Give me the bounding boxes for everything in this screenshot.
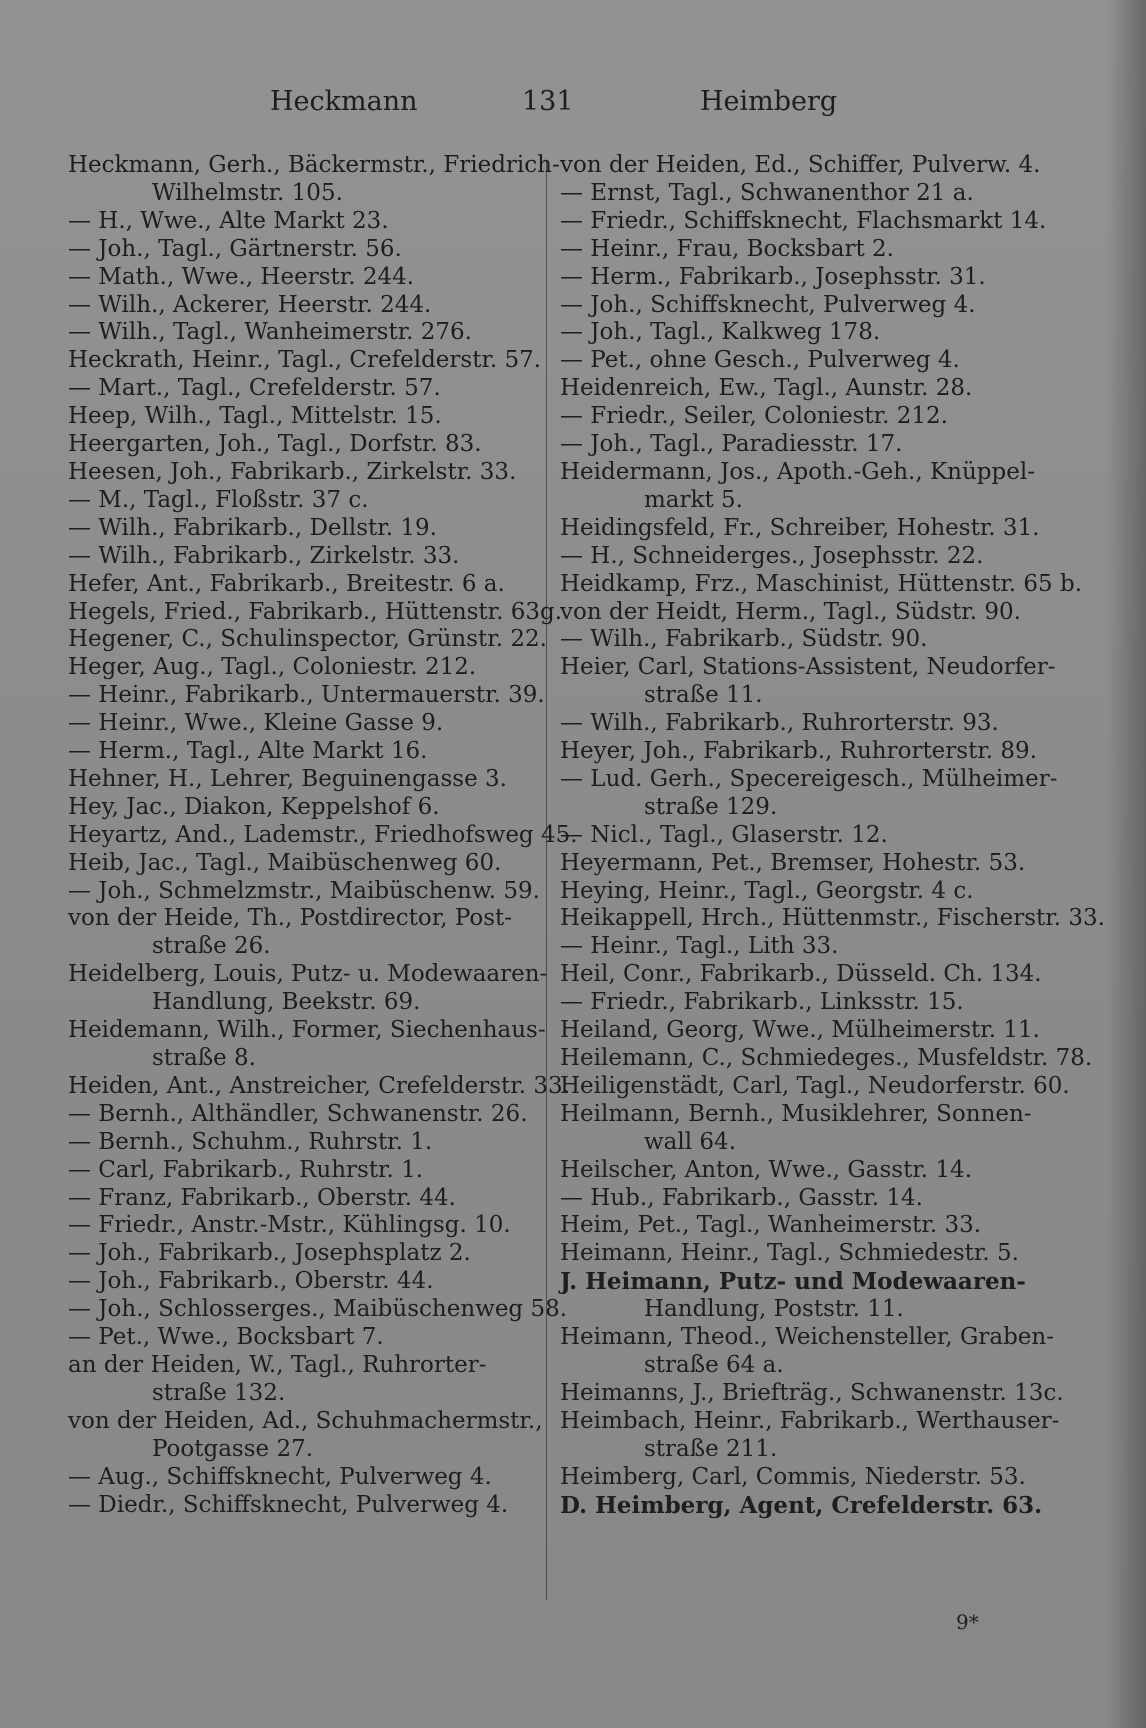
directory-entry: Heier, Carl, Stations-Assistent, Neudorfer- bbox=[560, 654, 1056, 681]
directory-entry: Heimann, Heinr., Tagl., Schmiedestr. 5. bbox=[560, 1240, 1019, 1267]
directory-entry: — Joh., Fabrikarb., Josephsplatz 2. bbox=[68, 1240, 471, 1267]
signature-mark: 9* bbox=[956, 1610, 979, 1634]
directory-entry: — Heinr., Frau, Bocksbart 2. bbox=[560, 235, 894, 262]
directory-entry: — Aug., Schiffsknecht, Pulverweg 4. bbox=[68, 1463, 492, 1490]
left-column bbox=[68, 152, 578, 1519]
directory-entry: Heckrath, Heinr., Tagl., Crefelderstr. 57. bbox=[68, 347, 542, 374]
directory-entry: Wilhelmstr. 105. bbox=[152, 179, 343, 206]
directory-entry: von der Heidt, Herm., Tagl., Südstr. 90. bbox=[560, 598, 1021, 625]
directory-entry: — Heinr., Wwe., Kleine Gasse 9. bbox=[68, 710, 444, 737]
directory-entry: von der Heiden, Ad., Schuhmachermstr., bbox=[68, 1407, 543, 1434]
directory-entry: Heger, Aug., Tagl., Coloniestr. 212. bbox=[68, 654, 477, 681]
directory-entry: Handlung, Poststr. 11. bbox=[644, 1296, 904, 1323]
directory-entry: J. Heimann, Putz- und Modewaaren- bbox=[560, 1268, 1026, 1296]
directory-entry: Heilscher, Anton, Wwe., Gasstr. 14. bbox=[560, 1156, 973, 1183]
directory-entry: — Friedr., Seiler, Coloniestr. 212. bbox=[560, 403, 948, 430]
directory-entry: — Heinr., Tagl., Lith 33. bbox=[560, 933, 839, 960]
directory-entry: Hegels, Fried., Fabrikarb., Hüttenstr. 63g. bbox=[68, 598, 563, 625]
directory-entry: — Mart., Tagl., Crefelderstr. 57. bbox=[68, 375, 441, 402]
directory-entry: straße 211. bbox=[644, 1435, 778, 1462]
directory-entry: Heiden, Ant., Anstreicher, Crefelderstr. 33. bbox=[68, 1072, 570, 1099]
directory-entry: Heib, Jac., Tagl., Maibüschenweg 60. bbox=[68, 849, 502, 876]
directory-entry: — Carl, Fabrikarb., Ruhrstr. 1. bbox=[68, 1156, 424, 1183]
directory-entry: — Joh., Tagl., Kalkweg 178. bbox=[560, 319, 881, 346]
directory-entry: Handlung, Beekstr. 69. bbox=[152, 989, 421, 1016]
directory-entry: — Joh., Fabrikarb., Oberstr. 44. bbox=[68, 1268, 434, 1295]
directory-entry: Pootgasse 27. bbox=[152, 1435, 314, 1462]
header-left-keyword: Heckmann bbox=[270, 86, 418, 117]
directory-entry: — Wilh., Fabrikarb., Ruhrorterstr. 93. bbox=[560, 710, 999, 737]
directory-entry: — Franz, Fabrikarb., Oberstr. 44. bbox=[68, 1184, 456, 1211]
directory-entry: Heidenreich, Ew., Tagl., Aunstr. 28. bbox=[560, 375, 973, 402]
directory-entry: Heiland, Georg, Wwe., Mülheimerstr. 11. bbox=[560, 1017, 1040, 1044]
directory-entry: — H., Wwe., Alte Markt 23. bbox=[68, 207, 389, 234]
right-column bbox=[560, 152, 1105, 1519]
directory-entry: — Bernh., Schuhm., Ruhrstr. 1. bbox=[68, 1128, 433, 1155]
directory-entry: — Wilh., Ackerer, Heerstr. 244. bbox=[68, 291, 432, 318]
header-right-keyword: Heimberg bbox=[700, 86, 838, 117]
directory-entry: — Hub., Fabrikarb., Gasstr. 14. bbox=[560, 1184, 923, 1211]
directory-entry: — Joh., Tagl., Paradiesstr. 17. bbox=[560, 431, 903, 458]
directory-entry: — H., Schneiderges., Josephsstr. 22. bbox=[560, 542, 984, 569]
page-edge-shadow bbox=[1106, 0, 1146, 1728]
directory-entry: — Friedr., Schiffsknecht, Flachsmarkt 14. bbox=[560, 207, 1047, 234]
directory-entry: — Wilh., Fabrikarb., Dellstr. 19. bbox=[68, 514, 437, 541]
page-header bbox=[270, 86, 838, 130]
directory-entry: straße 129. bbox=[644, 793, 778, 820]
directory-entry: an der Heiden, W., Tagl., Ruhrorter- bbox=[68, 1351, 487, 1378]
directory-entry: Heiligenstädt, Carl, Tagl., Neudorferstr. 60. bbox=[560, 1072, 1070, 1099]
directory-entry: Heidingsfeld, Fr., Schreiber, Hohestr. 31. bbox=[560, 514, 1040, 541]
directory-entry: — Math., Wwe., Heerstr. 244. bbox=[68, 263, 415, 290]
directory-entry: — Heinr., Fabrikarb., Untermauerstr. 39. bbox=[68, 682, 545, 709]
directory-entry: Heilemann, C., Schmiedeges., Musfeldstr. 78. bbox=[560, 1045, 1093, 1071]
directory-entry: markt 5. bbox=[644, 486, 743, 513]
directory-entry: — Herm., Fabrikarb., Josephsstr. 31. bbox=[560, 263, 986, 290]
directory-entry: Heyer, Joh., Fabrikarb., Ruhrorterstr. 89. bbox=[560, 738, 1038, 765]
directory-entry: — Friedr., Anstr.-Mstr., Kühlingsg. 10. bbox=[68, 1212, 511, 1239]
directory-entry: — Wilh., Fabrikarb., Zirkelstr. 33. bbox=[68, 542, 460, 569]
directory-entry: D. Heimberg, Agent, Crefelderstr. 63. bbox=[560, 1491, 1043, 1519]
directory-entry: — Joh., Tagl., Gärtnerstr. 56. bbox=[68, 235, 402, 262]
directory-entry: Heesen, Joh., Fabrikarb., Zirkelstr. 33. bbox=[68, 458, 517, 485]
directory-entry: Heim, Pet., Tagl., Wanheimerstr. 33. bbox=[560, 1212, 982, 1239]
directory-entry: Heergarten, Joh., Tagl., Dorfstr. 83. bbox=[68, 431, 482, 458]
directory-entry: — Wilh., Fabrikarb., Südstr. 90. bbox=[560, 626, 928, 653]
directory-entry: Heil, Conr., Fabrikarb., Düsseld. Ch. 134. bbox=[560, 961, 1042, 988]
directory-entry: Hefer, Ant., Fabrikarb., Breitestr. 6 a. bbox=[68, 570, 505, 597]
directory-entry: — Ernst, Tagl., Schwanenthor 21 a. bbox=[560, 179, 974, 206]
directory-entry: straße 26. bbox=[152, 933, 271, 960]
directory-entry: von der Heide, Th., Postdirector, Post- bbox=[68, 905, 513, 932]
directory-entry: — M., Tagl., Floßstr. 37 c. bbox=[68, 486, 369, 513]
directory-entry: Heidkamp, Frz., Maschinist, Hüttenstr. 65 b. bbox=[560, 570, 1083, 597]
directory-entry: Heidermann, Jos., Apoth.-Geh., Knüppel- bbox=[560, 458, 1035, 485]
directory-entry: — Joh., Schiffsknecht, Pulverweg 4. bbox=[560, 291, 976, 318]
directory-entry: Hey, Jac., Diakon, Keppelshof 6. bbox=[68, 793, 440, 820]
directory-entry: — Bernh., Althändler, Schwanenstr. 26. bbox=[68, 1100, 528, 1127]
directory-entry: — Wilh., Tagl., Wanheimerstr. 276. bbox=[68, 319, 472, 346]
directory-entry: Heimbach, Heinr., Fabrikarb., Werthauser- bbox=[560, 1407, 1060, 1434]
directory-entry: straße 64 a. bbox=[644, 1351, 784, 1378]
directory-entry: Hegener, C., Schulinspector, Grünstr. 22. bbox=[68, 626, 547, 653]
directory-entry: — Diedr., Schiffsknecht, Pulverweg 4. bbox=[68, 1491, 509, 1518]
directory-entry: Heyermann, Pet., Bremser, Hohestr. 53. bbox=[560, 849, 1026, 876]
directory-entry: — Friedr., Fabrikarb., Linksstr. 15. bbox=[560, 989, 964, 1016]
directory-entry: — Lud. Gerh., Specereigesch., Mülheimer- bbox=[560, 765, 1058, 792]
directory-entry: — Nicl., Tagl., Glaserstr. 12. bbox=[560, 821, 888, 848]
directory-entry: Heyartz, And., Lademstr., Friedhofsweg 45. bbox=[68, 821, 578, 848]
directory-entry: straße 11. bbox=[644, 682, 763, 709]
directory-entry: Heidemann, Wilh., Former, Siechenhaus- bbox=[68, 1017, 546, 1044]
directory-entry: — Herm., Tagl., Alte Markt 16. bbox=[68, 738, 428, 765]
page-number: 131 bbox=[522, 86, 574, 117]
directory-entry: Heimberg, Carl, Commis, Niederstr. 53. bbox=[560, 1463, 1026, 1490]
directory-entry: von der Heiden, Ed., Schiffer, Pulverw. 4. bbox=[560, 152, 1041, 178]
directory-entry: — Pet., Wwe., Bocksbart 7. bbox=[68, 1324, 384, 1351]
directory-entry: Heimanns, J., Briefträg., Schwanenstr. 13c. bbox=[560, 1379, 1064, 1406]
directory-entry: straße 8. bbox=[152, 1045, 256, 1071]
directory-entry: Heimann, Theod., Weichensteller, Graben- bbox=[560, 1324, 1054, 1351]
directory-entry: wall 64. bbox=[644, 1128, 736, 1155]
directory-entry: Heep, Wilh., Tagl., Mittelstr. 15. bbox=[68, 403, 442, 430]
directory-entry: straße 132. bbox=[152, 1379, 286, 1406]
directory-entry: Heikappell, Hrch., Hüttenmstr., Fischerstr. 33. bbox=[560, 905, 1105, 932]
directory-entry: — Joh., Schmelzmstr., Maibüschenw. 59. bbox=[68, 877, 540, 904]
directory-entry: Hehner, H., Lehrer, Beguinengasse 3. bbox=[68, 765, 507, 792]
directory-entry: Heilmann, Bernh., Musiklehrer, Sonnen- bbox=[560, 1100, 1032, 1127]
directory-entry: Heidelberg, Louis, Putz- u. Modewaaren- bbox=[68, 961, 548, 988]
directory-entry: — Pet., ohne Gesch., Pulverweg 4. bbox=[560, 347, 960, 374]
directory-entry: Heckmann, Gerh., Bäckermstr., Friedrich- bbox=[68, 152, 560, 178]
directory-entry: Heying, Heinr., Tagl., Georgstr. 4 c. bbox=[560, 877, 974, 904]
directory-entry: — Joh., Schlosserges., Maibüschenweg 58. bbox=[68, 1296, 568, 1323]
